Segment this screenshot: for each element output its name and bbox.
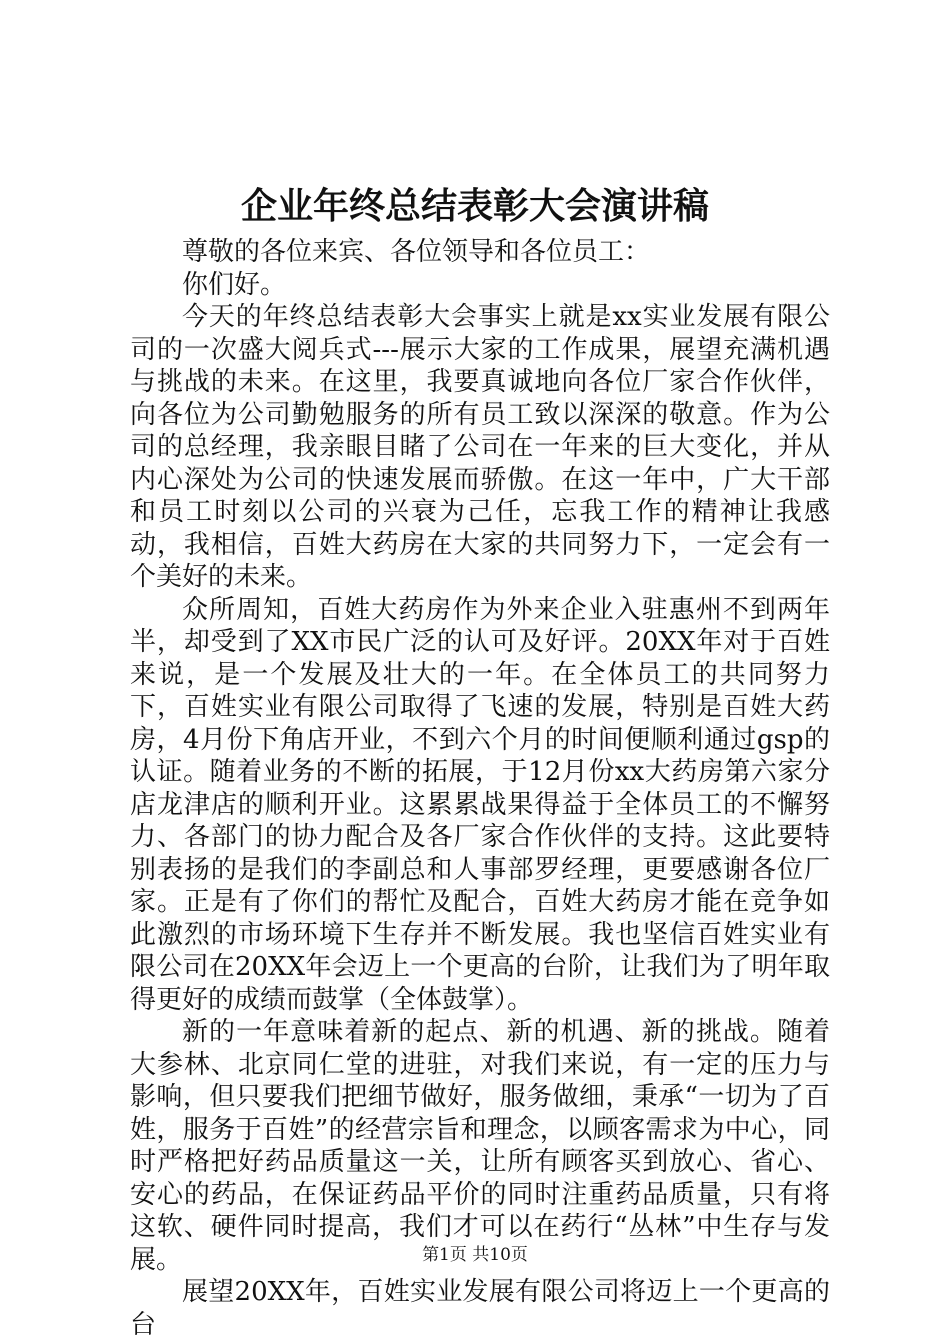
greeting: 你们好。 — [182, 269, 287, 300]
paragraph-intro: 今天的年终总结表彰大会事实上就是xx实业发展有限公司的一次盛大阅兵式---展示大家的工作成果，展望充满机遇与挑战的未来。在这里，我要真诚地向各位厂家合作伙伴，向各位为公司勤勉服务的所有员工致以深深的敬意。作为公司的总经理，我亲眼目睹了公司在一年来的巨大变化，并从内心深处为公司的快速发展而骄傲。在这一年中，广大干部和员工时刻以公司的兴衰为己任，忘我工作的精神让我感动，我相信，百姓大药房在大家的共同努力下，一定会有一个美好的未来。 — [130, 302, 830, 592]
paragraph-outlook: 展望20XX年，百姓实业发展有限公司将迈上一个更高的台 — [130, 1277, 830, 1340]
paragraph-achievements: 众所周知，百姓大药房作为外来企业入驻惠州不到两年半，却受到了XX市民广泛的认可及好评。20XX年对于百姓来说，是一个发展及壮大的一年。在全体员工的共同努力下，百姓实业有限公司取得了飞速的发展，特别是百姓大药房，4月份下角店开业，不到六个月的时间便顺利通过gsp的认证。随着业务的不断的拓展，于12月份xx大药房第六家分店龙津店的顺利开业。这累累战果得益于全体员工的不懈努力、各部门的协力配合及各厂家合作伙伴的支持。这此要特别表扬的是我们的李副总和人事部罗经理，更要感谢各位厂家。正是有了你们的帮忙及配合，百姓大药房才能在竞争如此激烈的市场环境下生存并不断发展。我也坚信百姓实业有限公司在20XX年会迈上一个更高的台阶，让我们为了明年取得更好的成绩而鼓掌（全体鼓掌）。 — [130, 594, 830, 1015]
document-body — [130, 236, 830, 1341]
salutation: 尊敬的各位来宾、各位领导和各位员工： — [182, 237, 651, 267]
paragraph-new-year: 新的一年意味着新的起点、新的机遇、新的挑战。随着大参林、北京同仁堂的进驻，对我们来说，有一定的压力与影响，但只要我们把细节做好，服务做细，秉承“一切为了百姓，服务于百姓”的经营宗旨和理念，以顾客需求为中心，同时严格把好药品质量这一关，让所有顾客买到放心、省心、安心的药品，在保证药品平价的同时注重药品质量，只有将这软、硬件同时提高，我们才可以在药行“丛林”中生存与发展。 — [130, 1017, 830, 1275]
document-title: 企业年终总结表彰大会演讲稿 — [240, 185, 709, 227]
page-number-footer: 第1页 共10页 — [422, 1245, 528, 1265]
